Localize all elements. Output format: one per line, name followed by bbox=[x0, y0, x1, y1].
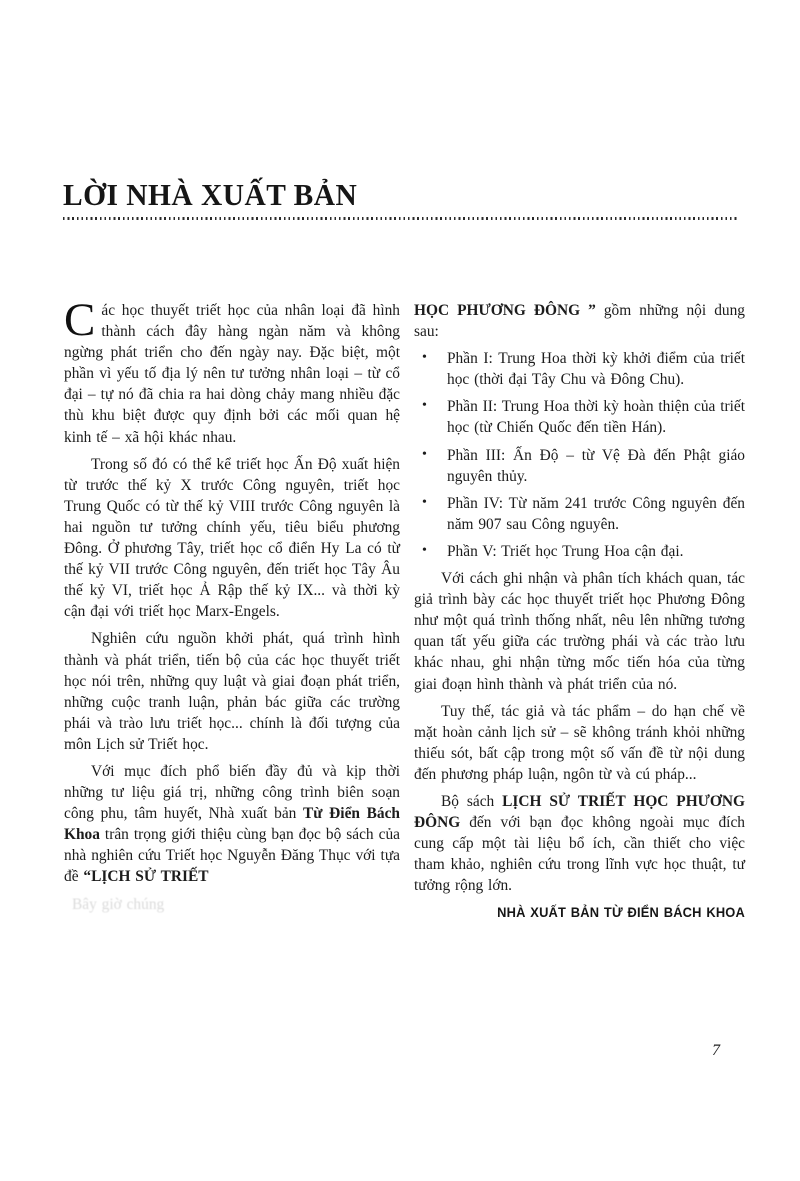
paragraph-text: gồm những nội dung sau: bbox=[414, 302, 745, 341]
left-column bbox=[64, 294, 400, 938]
page-number: 7 bbox=[712, 1042, 720, 1059]
paragraph-origins bbox=[64, 454, 400, 623]
paragraph-caveat bbox=[414, 701, 745, 785]
paragraph-approach bbox=[414, 568, 745, 695]
list-item-part-3 bbox=[414, 445, 745, 487]
bullet-icon: • bbox=[422, 542, 427, 558]
bullet-icon: • bbox=[422, 494, 427, 510]
paragraph-text: Bộ sách bbox=[441, 792, 503, 810]
paragraph-text: Tuy thế, tác giả và tác phẩm – do hạn chế về mặt hoàn cảnh lịch sử – sẽ không tránh khỏi những thiếu sót, bất cập trong một số vấn đề từ nội dung đến phương pháp luận, ngôn từ và cú pháp... bbox=[414, 702, 745, 783]
paragraph-text: Nghiên cứu nguồn khởi phát, quá trình hình thành và phát triển, tiến bộ của các học thuyết triết học nói trên, những quy luật và giai đoạn phát triển, những cuộc tranh luận, phản bác giữa các trường phái và trào lưu triết học... chính là đối tượng của môn Lịch sử Triết học. bbox=[64, 630, 400, 753]
paragraph-text: trân trọng giới thiệu cùng bạn đọc bộ sách của nhà nghiên cứu Triết học Nguyễn Đăng Thục với tựa đề bbox=[64, 826, 400, 886]
list-item-text: Phần II: Trung Hoa thời kỳ hoàn thiện của triết học (từ Chiến Quốc đến tiền Hán). bbox=[447, 398, 745, 437]
list-item-part-2 bbox=[414, 396, 745, 438]
contents-list bbox=[414, 348, 745, 562]
paragraph-purpose bbox=[64, 761, 400, 888]
list-item-text: Phần I: Trung Hoa thời kỳ khởi điểm của triết học (thời đại Tây Chu và Đông Chu). bbox=[447, 350, 745, 389]
content-columns bbox=[64, 294, 745, 938]
book-title-bold: “LỊCH SỬ TRIẾT bbox=[83, 868, 209, 886]
page-title: LỜI NHÀ XUẤT BẢN bbox=[63, 177, 358, 212]
list-item-part-5 bbox=[414, 541, 745, 562]
dotted-rule bbox=[63, 217, 738, 220]
paragraph-text: ác học thuyết triết học của nhân loại đã hình thành cách đây hàng ngàn năm và không ngừng phát triển cho đến ngày nay. Đặc biệt, một phần vì yếu tố địa lý nên tư tưởng nhân loại – từ cổ đại – tự nó đã chia ra hai dòng chảy mang nhiều đặc thù khu biệt được quy định bởi các mối quan hệ kinh tế – xã hội khác nhau. bbox=[64, 302, 400, 446]
publisher-signature: NHÀ XUẤT BẢN TỪ ĐIỂN BÁCH KHOA bbox=[497, 904, 745, 921]
paragraph-text: Với cách ghi nhận và phân tích khách quan, tác giả trình bày các học thuyết triết học Phương Đông như một quá trình thống nhất, nêu lên những tương quan tất yếu giữa các trường phái và các trào lưu khác nhau, ghi nhận từng mốc tiến hóa của từng giai đoạn hình thành và phát triển của nó. bbox=[414, 570, 745, 693]
list-item-text: Phần IV: Từ năm 241 trước Công nguyên đến năm 907 sau Công nguyên. bbox=[447, 494, 745, 533]
bleed-through-text: Bây giờ chúng bbox=[72, 895, 165, 913]
publisher-name-bold: Từ Điển Bách Khoa bbox=[64, 805, 400, 844]
paragraph-closing bbox=[414, 791, 745, 896]
paragraph-text: Với mục đích phổ biến đầy đủ và kịp thời những tư liệu giá trị, những công trình biên soạn công phu, tâm huyết, Nhà xuất bản bbox=[64, 762, 400, 823]
list-item-part-4 bbox=[414, 493, 745, 535]
bullet-icon: • bbox=[422, 350, 427, 366]
book-title-bold: HỌC PHƯƠNG ĐÔNG ” bbox=[414, 302, 596, 319]
list-item-part-1 bbox=[414, 348, 745, 390]
right-column bbox=[414, 300, 745, 938]
list-item-text: Phần V: Triết học Trung Hoa cận đại. bbox=[447, 542, 684, 560]
paragraph-intro bbox=[64, 294, 400, 448]
list-item-text: Phần III: Ấn Độ – từ Vệ Đà đến Phật giáo nguyên thủy. bbox=[447, 446, 745, 485]
book-title-bold: LỊCH SỬ TRIẾT HỌC PHƯƠNG ĐÔNG bbox=[414, 792, 745, 832]
paragraph-research bbox=[64, 628, 400, 755]
drop-cap: C bbox=[64, 294, 96, 346]
bullet-icon: • bbox=[422, 446, 427, 462]
paragraph-text: Trong số đó có thể kể triết học Ấn Độ xuất hiện từ trước thế kỷ X trước Công nguyên, triết học Trung Quốc có từ thế kỷ VIII trước Công nguyên là hai nguồn tư tưởng chính yếu, tiêu biểu phương Đông. Ở phương Tây, triết học cổ điển Hy La có từ thế kỷ VII trước Công nguyên, đến triết học Tây Âu thế kỷ VI, triết học Ả Rập thế kỷ IX... và thời kỳ cận đại với triết học Marx-Engels. bbox=[64, 455, 400, 621]
paragraph-text: đến với bạn đọc không ngoài mục đích cung cấp một tài liệu bổ ích, cần thiết cho việc tham khảo, nghiên cứu trong lĩnh vực học thuật, tư tưởng rộng lớn. bbox=[414, 814, 745, 895]
bullet-icon: • bbox=[422, 398, 427, 414]
paragraph-book-title-continued bbox=[414, 300, 745, 342]
